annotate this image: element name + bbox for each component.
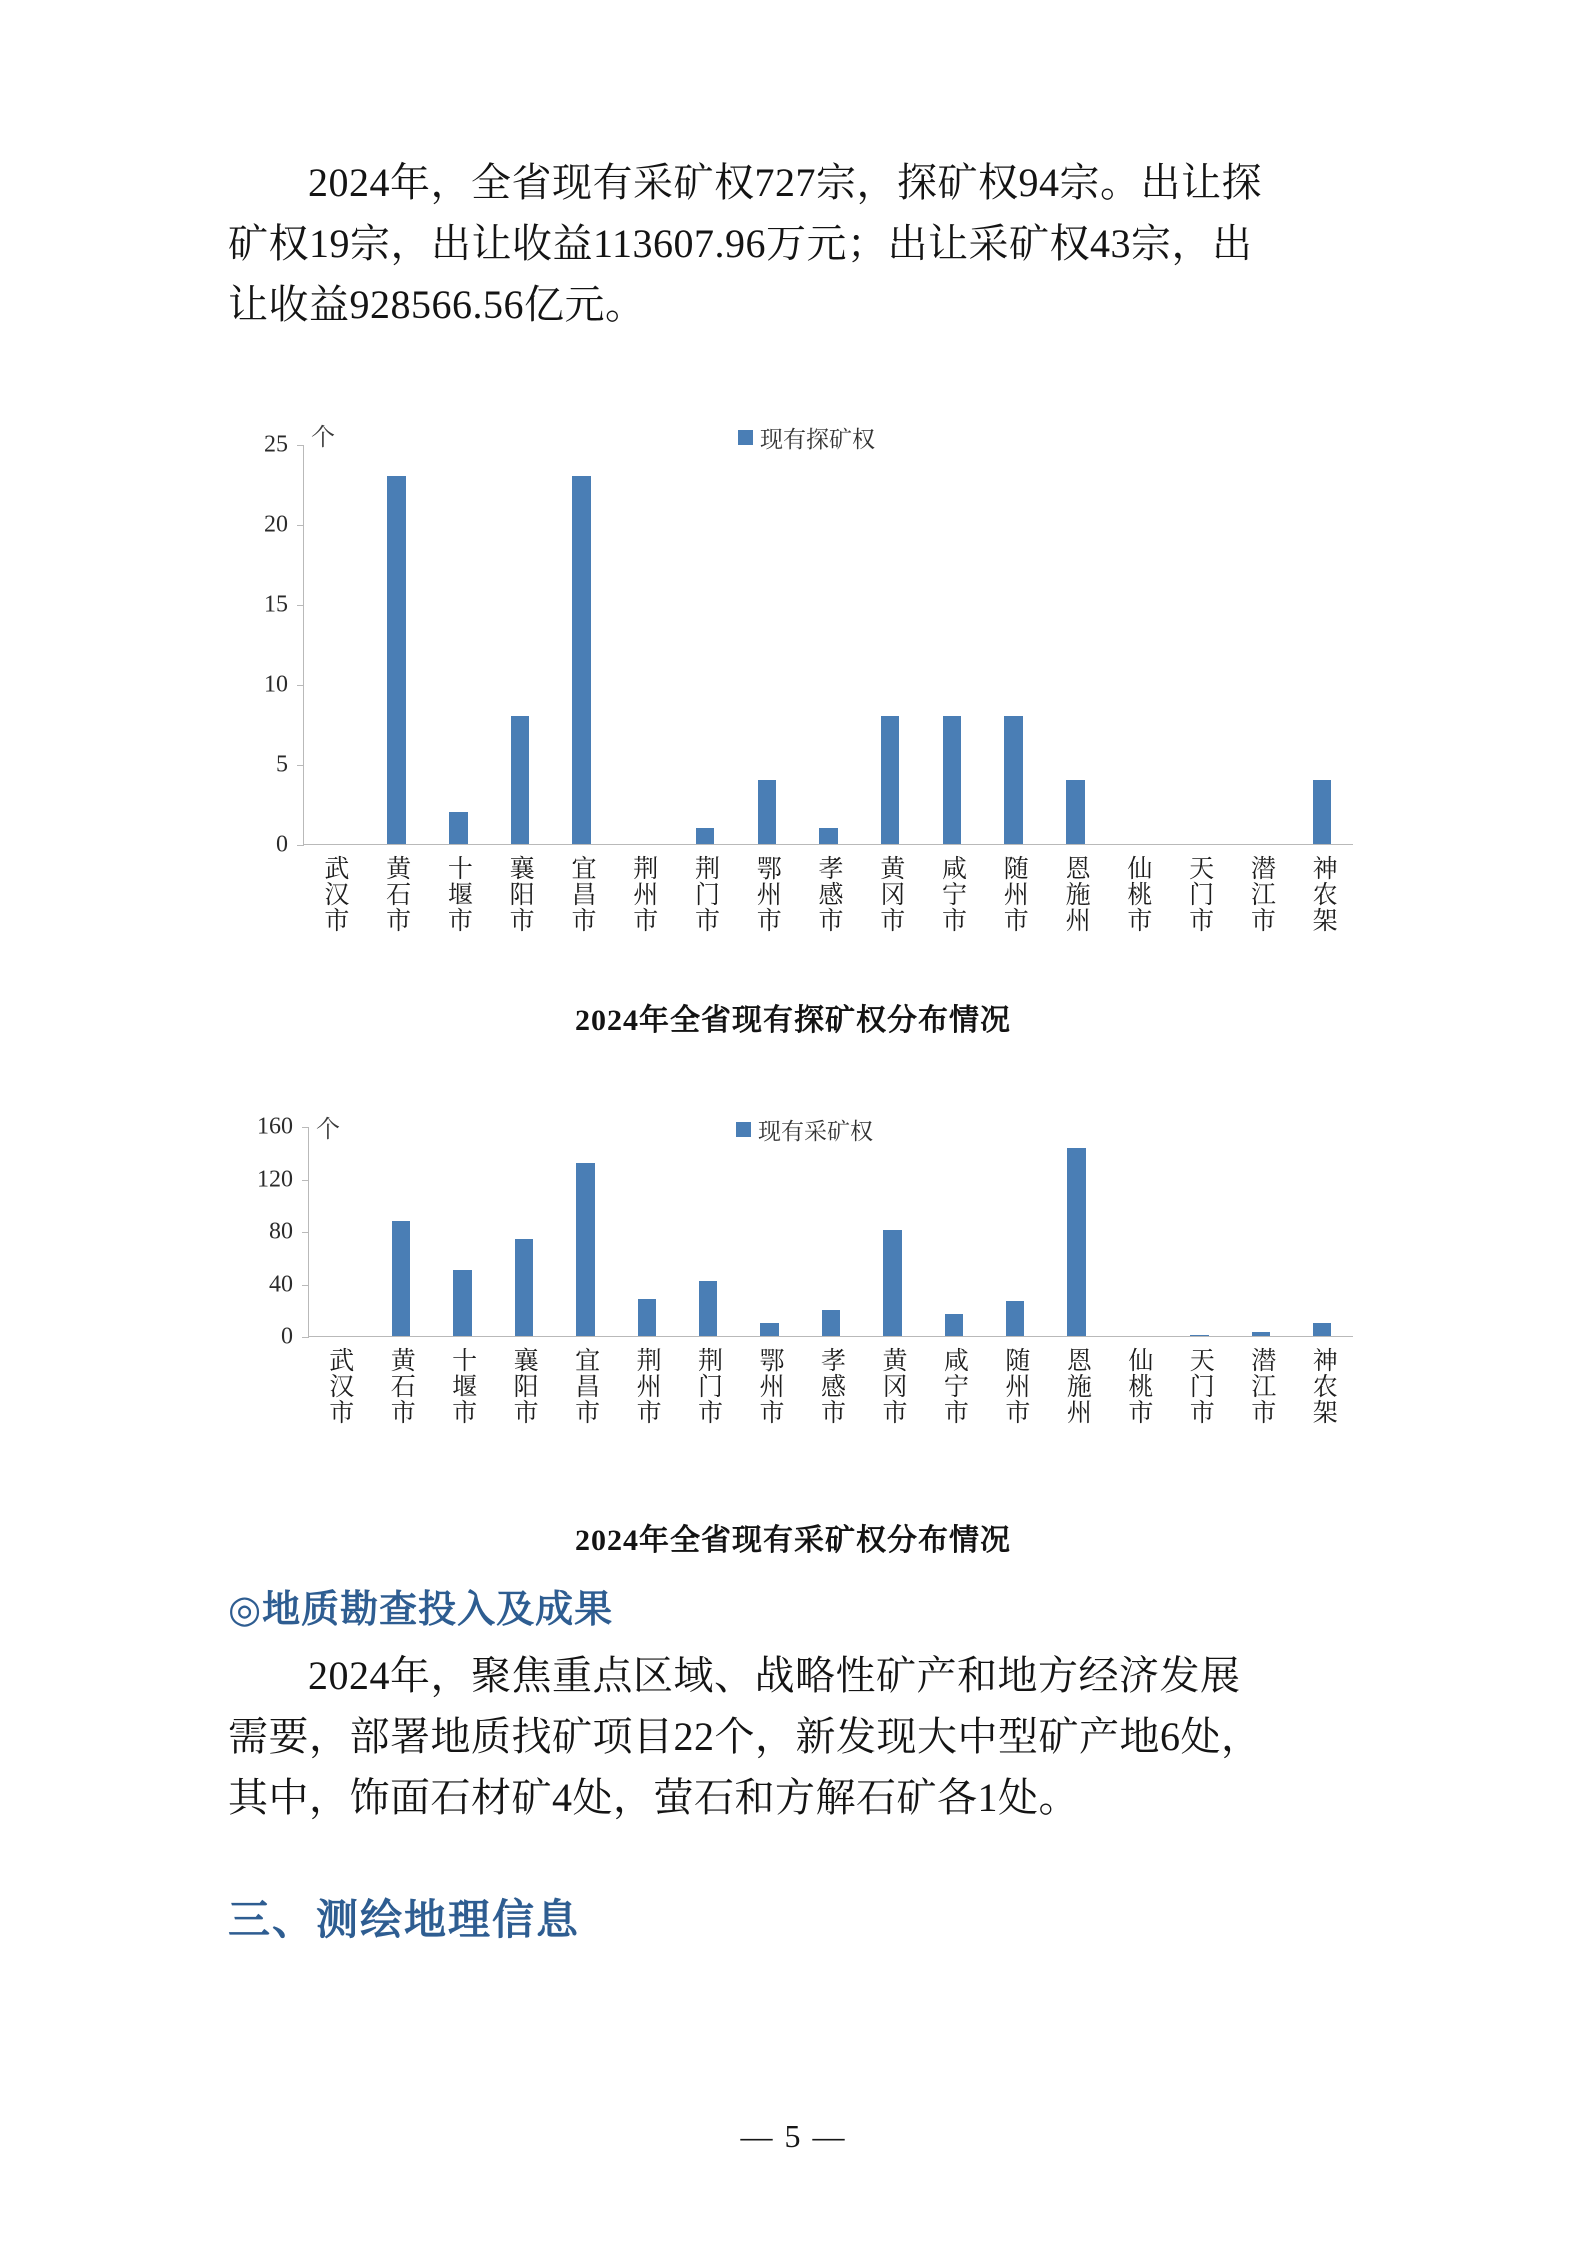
bar <box>881 716 900 844</box>
x-axis-label <box>369 1347 430 1425</box>
x-axis-label-text: 襄阳市 <box>510 1347 538 1425</box>
bar-column <box>984 1127 1045 1336</box>
chart1-legend-swatch <box>738 430 753 445</box>
x-axis-label-text: 荆州市 <box>629 855 657 933</box>
x-axis-label <box>738 1347 799 1425</box>
bar-column <box>1044 445 1106 844</box>
chart2-bars <box>309 1127 1353 1336</box>
y-axis-tick-mark <box>302 1180 309 1181</box>
y-axis-tick-mark <box>297 445 304 446</box>
bar-column <box>555 1127 616 1336</box>
y-axis-tick-mark <box>297 685 304 686</box>
x-axis-label-text: 恩施州 <box>1063 1347 1091 1425</box>
chart1-bars <box>304 445 1353 844</box>
bar-column <box>859 445 921 844</box>
y-axis-tick-mark <box>297 525 304 526</box>
x-axis-label <box>1106 855 1168 933</box>
x-axis-label <box>1169 1347 1230 1425</box>
bar-column <box>613 445 675 844</box>
bar-column <box>1292 1127 1353 1336</box>
x-axis-label-text: 十堰市 <box>448 1347 476 1425</box>
y-axis-tick-label: 0 <box>276 831 288 858</box>
x-axis-label-text: 神农架 <box>1309 1347 1337 1425</box>
surveying-heading-text: 三、测绘地理信息 <box>228 1896 581 1943</box>
x-axis-label <box>431 1347 492 1425</box>
bar <box>576 1163 594 1336</box>
bar <box>1190 1335 1208 1336</box>
x-axis-label <box>615 1347 676 1425</box>
bar <box>1313 1323 1331 1336</box>
bar <box>1006 1301 1024 1336</box>
bar-column <box>427 445 489 844</box>
geology-line-2 <box>228 1706 1358 1767</box>
x-axis-label <box>550 855 612 933</box>
x-axis-label <box>797 855 859 933</box>
geology-line-3-text: 其中，饰面石材矿4处，萤石和方解石矿各1处。 <box>228 1775 1079 1821</box>
x-axis-label-text: 天门市 <box>1185 855 1213 933</box>
chart1-unit-label: 个 <box>311 425 335 451</box>
x-axis-label <box>923 1347 984 1425</box>
chart1-legend-label: 现有探矿权 <box>760 427 875 452</box>
y-axis-tick-mark <box>302 1285 309 1286</box>
chart-mining-rights <box>228 1105 1358 1505</box>
geology-line-3 <box>228 1767 1358 1828</box>
bar-column <box>1291 445 1353 844</box>
bar-column <box>432 1127 493 1336</box>
x-axis-label-text: 潜江市 <box>1247 855 1275 933</box>
x-axis-label <box>1292 1347 1353 1425</box>
bar <box>387 476 406 844</box>
bar-column <box>1107 1127 1168 1336</box>
x-axis-label <box>982 855 1044 933</box>
x-axis-label-text: 仙桃市 <box>1124 1347 1152 1425</box>
intro-line-1-text: 2024年，全省现有采矿权727宗，探矿权94宗。出让探 <box>308 160 1262 205</box>
bar <box>1004 716 1023 844</box>
x-axis-label <box>612 855 674 933</box>
bar-column <box>1046 1127 1107 1336</box>
bar <box>1066 780 1085 844</box>
bar <box>1067 1148 1085 1336</box>
geology-line-1 <box>228 1645 1358 1706</box>
x-axis-label <box>677 1347 738 1425</box>
bar <box>511 716 530 844</box>
x-axis-label-text: 襄阳市 <box>506 855 534 933</box>
bar-column <box>1106 445 1168 844</box>
x-axis-label-text: 鄂州市 <box>753 855 781 933</box>
y-axis-tick-label: 5 <box>276 751 288 778</box>
y-axis-tick-label: 120 <box>257 1166 293 1192</box>
bar <box>699 1281 717 1336</box>
x-axis-label-text: 随州市 <box>1000 855 1028 933</box>
x-axis-label-text: 天门市 <box>1186 1347 1214 1425</box>
chart2-caption: 2024年全省现有采矿权分布情况 <box>575 1524 1011 1557</box>
bar-column <box>739 1127 800 1336</box>
y-axis-tick-label: 80 <box>269 1218 293 1245</box>
bar-column <box>489 445 551 844</box>
x-axis-label-text: 潜江市 <box>1247 1347 1275 1425</box>
page-number: — 5 — <box>740 2118 847 2154</box>
intro-paragraph <box>228 152 1358 336</box>
bar-column <box>674 445 736 844</box>
bar-column <box>921 445 983 844</box>
bar-column <box>800 1127 861 1336</box>
bar-column <box>1168 445 1230 844</box>
y-axis-tick-mark <box>297 765 304 766</box>
x-axis-label <box>365 855 427 933</box>
bar-column <box>1230 1127 1291 1336</box>
bar-column <box>493 1127 554 1336</box>
bar-column <box>1169 1127 1230 1336</box>
bar <box>945 1314 963 1336</box>
x-axis-label <box>735 855 797 933</box>
bar <box>453 1270 471 1336</box>
x-axis-label <box>674 855 736 933</box>
y-axis-tick-mark <box>297 605 304 606</box>
bar <box>883 1230 901 1336</box>
bar-column <box>366 445 428 844</box>
bar-column <box>862 1127 923 1336</box>
bar-column <box>304 445 366 844</box>
bar-column <box>798 445 860 844</box>
chart1-x-axis-labels <box>303 855 1353 933</box>
chart1-caption: 2024年全省现有探矿权分布情况 <box>575 1004 1011 1037</box>
intro-line-3-text: 让收益928566.56亿元。 <box>228 282 646 328</box>
bar <box>449 812 468 844</box>
geology-paragraph <box>228 1645 1358 1829</box>
y-axis-tick-label: 15 <box>264 591 288 618</box>
bar-column <box>923 1127 984 1336</box>
x-axis-label-text: 武汉市 <box>325 1347 353 1425</box>
x-axis-label <box>800 1347 861 1425</box>
y-axis-tick-label: 0 <box>281 1323 293 1350</box>
x-axis-label-text: 黄石市 <box>382 855 410 933</box>
x-axis-label-text: 荆门市 <box>694 1347 722 1425</box>
bar <box>819 828 838 844</box>
x-axis-label-text: 孝感市 <box>815 855 842 933</box>
y-axis-tick-label: 20 <box>264 511 288 538</box>
x-axis-label <box>1107 1347 1168 1425</box>
bar-column <box>370 1127 431 1336</box>
y-axis-tick-mark <box>302 1337 309 1338</box>
x-axis-label <box>1168 855 1230 933</box>
bar <box>696 828 715 844</box>
geology-section <box>228 1578 1358 1633</box>
x-axis-label-text: 神农架 <box>1309 855 1337 933</box>
bar-column <box>616 1127 677 1336</box>
bar-column <box>551 445 613 844</box>
x-axis-label <box>1230 1347 1291 1425</box>
chart2-plot-area <box>257 1113 1353 1350</box>
x-axis-label <box>1229 855 1291 933</box>
geology-line-1-text: 2024年，聚焦重点区域、战略性矿产和地方经济发展 <box>308 1653 1241 1698</box>
geology-line-2-text: 需要，部署地质找矿项目22个，新发现大中型矿产地6处， <box>228 1714 1262 1760</box>
x-axis-label-text: 荆门市 <box>691 855 719 933</box>
geology-heading-text: ◎地质勘查投入及成果 <box>228 1589 614 1631</box>
bar-column <box>1230 445 1292 844</box>
y-axis-tick-mark <box>297 845 304 846</box>
bar <box>943 716 962 844</box>
x-axis-label <box>427 855 489 933</box>
chart2-legend-label: 现有采矿权 <box>758 1119 873 1144</box>
x-axis-label <box>554 1347 615 1425</box>
chart2-unit-label: 个 <box>316 1117 340 1143</box>
bar <box>515 1239 533 1336</box>
surveying-section <box>228 1887 1358 1947</box>
x-axis-label-text: 鄂州市 <box>756 1347 784 1425</box>
bar <box>1252 1332 1270 1336</box>
intro-line-2 <box>228 213 1358 274</box>
intro-line-2-text: 矿权19宗，出让收益113607.96万元；出让采矿权43宗，出 <box>228 221 1253 267</box>
intro-line-3 <box>228 274 1358 335</box>
bar <box>1313 780 1332 844</box>
x-axis-label-text: 咸宁市 <box>938 855 966 933</box>
x-axis-label-text: 十堰市 <box>444 855 472 933</box>
bar <box>760 1323 778 1336</box>
y-axis-tick-label: 25 <box>264 431 288 458</box>
x-axis-label <box>859 855 921 933</box>
x-axis-label <box>303 855 365 933</box>
x-axis-label <box>921 855 983 933</box>
x-axis-label <box>1291 855 1353 933</box>
x-axis-label <box>1044 855 1106 933</box>
x-axis-label <box>308 1347 369 1425</box>
bar-column <box>309 1127 370 1336</box>
x-axis-label-text: 荆州市 <box>633 1347 661 1425</box>
x-axis-label-text: 黄石市 <box>387 1347 415 1425</box>
intro-line-1 <box>228 152 1358 213</box>
x-axis-label-text: 仙桃市 <box>1123 855 1151 933</box>
x-axis-label-text: 咸宁市 <box>940 1347 968 1425</box>
y-axis-tick-mark <box>302 1232 309 1233</box>
bar <box>822 1310 840 1336</box>
bar <box>392 1221 410 1337</box>
y-axis-tick-label: 10 <box>264 671 288 698</box>
x-axis-label <box>984 1347 1045 1425</box>
bar <box>638 1299 656 1336</box>
x-axis-label-text: 宜昌市 <box>571 1347 599 1425</box>
chart2-x-axis-labels <box>308 1347 1353 1425</box>
y-axis-tick-label: 160 <box>257 1113 293 1140</box>
bar-column <box>983 445 1045 844</box>
x-axis-label <box>1046 1347 1107 1425</box>
x-axis-label-text: 随州市 <box>1001 1347 1029 1425</box>
bar <box>758 780 777 844</box>
bar-column <box>677 1127 738 1336</box>
x-axis-label-text: 黄冈市 <box>878 1347 906 1425</box>
x-axis-label <box>861 1347 922 1425</box>
chart-exploration-rights <box>228 415 1358 975</box>
x-axis-label-text: 黄冈市 <box>876 855 904 933</box>
x-axis-label-text: 恩施州 <box>1062 855 1090 933</box>
bar-column <box>736 445 798 844</box>
surveying-heading <box>228 1887 1358 1947</box>
y-axis-tick-mark <box>302 1127 309 1128</box>
bar <box>572 476 591 844</box>
x-axis-label-text: 宜昌市 <box>567 855 595 933</box>
y-axis-tick-label: 40 <box>269 1271 293 1297</box>
geology-heading <box>228 1578 1358 1633</box>
x-axis-label-text: 武汉市 <box>320 855 348 933</box>
x-axis-label-text: 孝感市 <box>817 1347 845 1425</box>
x-axis-label <box>488 855 550 933</box>
x-axis-label <box>492 1347 553 1425</box>
